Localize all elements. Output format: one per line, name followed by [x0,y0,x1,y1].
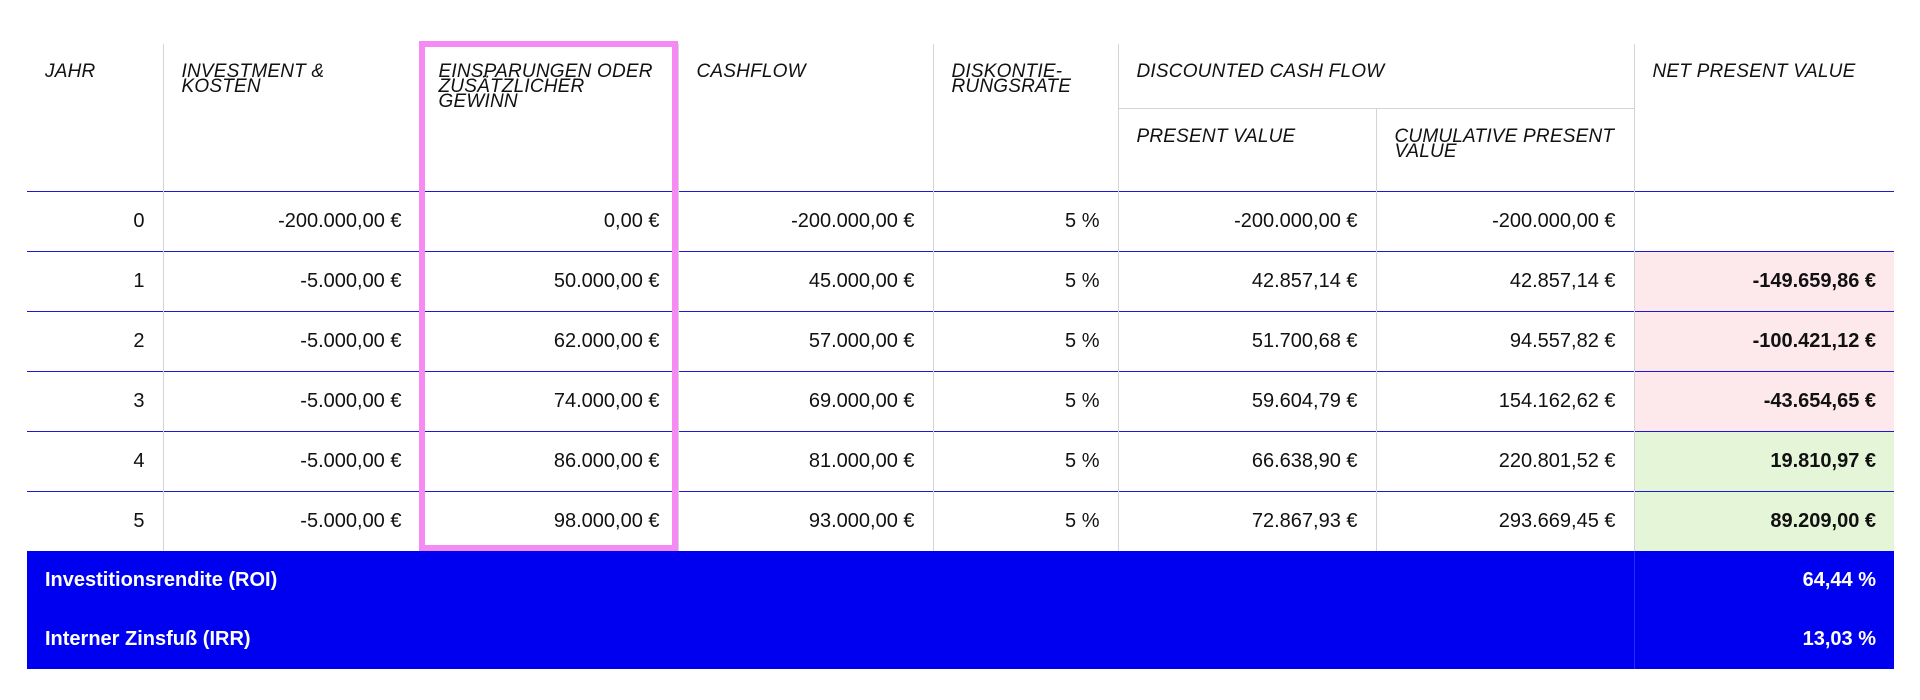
cell-investment: -5.000,00 € [163,432,420,492]
cell-jahr: 3 [133,390,145,412]
cell-present-value: 59.604,79 € [1118,372,1376,432]
cell-cashflow: 69.000,00 € [678,372,933,432]
dcf-table [27,44,1894,669]
cell-cumulative-present-value: 154.162,62 € [1376,372,1634,432]
table-row [27,372,1894,432]
cell-jahr: 0 [133,210,145,232]
table-row [27,252,1894,312]
cell-net-present-value: 19.810,97 € [1634,432,1894,492]
summary-row-roi [27,551,1894,610]
cell-jahr: 2 [133,330,145,352]
table-row [27,492,1894,552]
summary-row-irr [27,610,1894,669]
cell-cashflow: 81.000,00 € [678,432,933,492]
cell-cumulative-present-value: 293.669,45 € [1376,492,1634,552]
table-row [27,312,1894,372]
cell-cumulative-present-value: -200.000,00 € [1376,192,1634,252]
cell-cumulative-present-value: 42.857,14 € [1376,252,1634,312]
cell-rate: 5 % [933,432,1118,492]
cell-jahr: 5 [133,510,145,532]
cell-present-value: 42.857,14 € [1118,252,1376,312]
cell-present-value: -200.000,00 € [1118,192,1376,252]
cell-rate: 5 % [933,372,1118,432]
cell-net-present-value: 89.209,00 € [1634,492,1894,552]
cell-investment: -5.000,00 € [163,372,420,432]
cell-cashflow: 45.000,00 € [678,252,933,312]
summary-value-irr: 13,03 % [1634,610,1894,669]
summary-label-irr: Interner Zinsfuß (IRR) [27,610,1634,669]
cell-net-present-value [1634,192,1894,252]
cell-jahr: 1 [133,270,145,292]
table-row [27,432,1894,492]
cell-einsparungen: 86.000,00 € [420,432,678,492]
table-row [27,192,1894,252]
cell-cashflow: 57.000,00 € [678,312,933,372]
header-investment: INVESTMENT & KOSTEN [163,44,420,192]
cell-cashflow: -200.000,00 € [678,192,933,252]
cell-present-value: 66.638,90 € [1118,432,1376,492]
summary-label-roi: Investitionsrendite (ROI) [27,551,1634,610]
cell-cashflow: 93.000,00 € [678,492,933,552]
cell-investment: -5.000,00 € [163,252,420,312]
cell-einsparungen: 50.000,00 € [420,252,678,312]
cell-einsparungen: 98.000,00 € [420,492,678,552]
cell-rate: 5 % [933,492,1118,552]
cell-net-present-value: -43.654,65 € [1634,372,1894,432]
cell-present-value: 72.867,93 € [1118,492,1376,552]
header-net-present-value: NET PRESENT VALUE [1634,44,1894,192]
cell-einsparungen: 62.000,00 € [420,312,678,372]
cell-net-present-value: -100.421,12 € [1634,312,1894,372]
header-present-value: PRESENT VALUE [1118,109,1376,192]
cell-rate: 5 % [933,252,1118,312]
header-cashflow: CASHFLOW [678,44,933,192]
header-diskontierungsrate: DISKONTIE- RUNGSRATE [933,44,1118,192]
cell-net-present-value: -149.659,86 € [1634,252,1894,312]
cell-cumulative-present-value: 94.557,82 € [1376,312,1634,372]
dcf-table-container [27,44,1894,669]
header-cumulative-present-value: CUMULATIVE PRESENT VALUE [1376,109,1634,192]
cell-present-value: 51.700,68 € [1118,312,1376,372]
cell-investment: -200.000,00 € [163,192,420,252]
header-jahr: JAHR [45,61,96,82]
header-discounted-cash-flow: DISCOUNTED CASH FLOW [1118,44,1634,109]
header-einsparungen: EINSPARUNGEN ODER ZUSÄTZLICHER GEWINN [420,44,678,192]
cell-investment: -5.000,00 € [163,312,420,372]
cell-investment: -5.000,00 € [163,492,420,552]
summary-value-roi: 64,44 % [1634,551,1894,610]
cell-einsparungen: 0,00 € [420,192,678,252]
cell-rate: 5 % [933,312,1118,372]
cell-jahr: 4 [133,450,145,472]
cell-einsparungen: 74.000,00 € [420,372,678,432]
cell-rate: 5 % [933,192,1118,252]
cell-cumulative-present-value: 220.801,52 € [1376,432,1634,492]
